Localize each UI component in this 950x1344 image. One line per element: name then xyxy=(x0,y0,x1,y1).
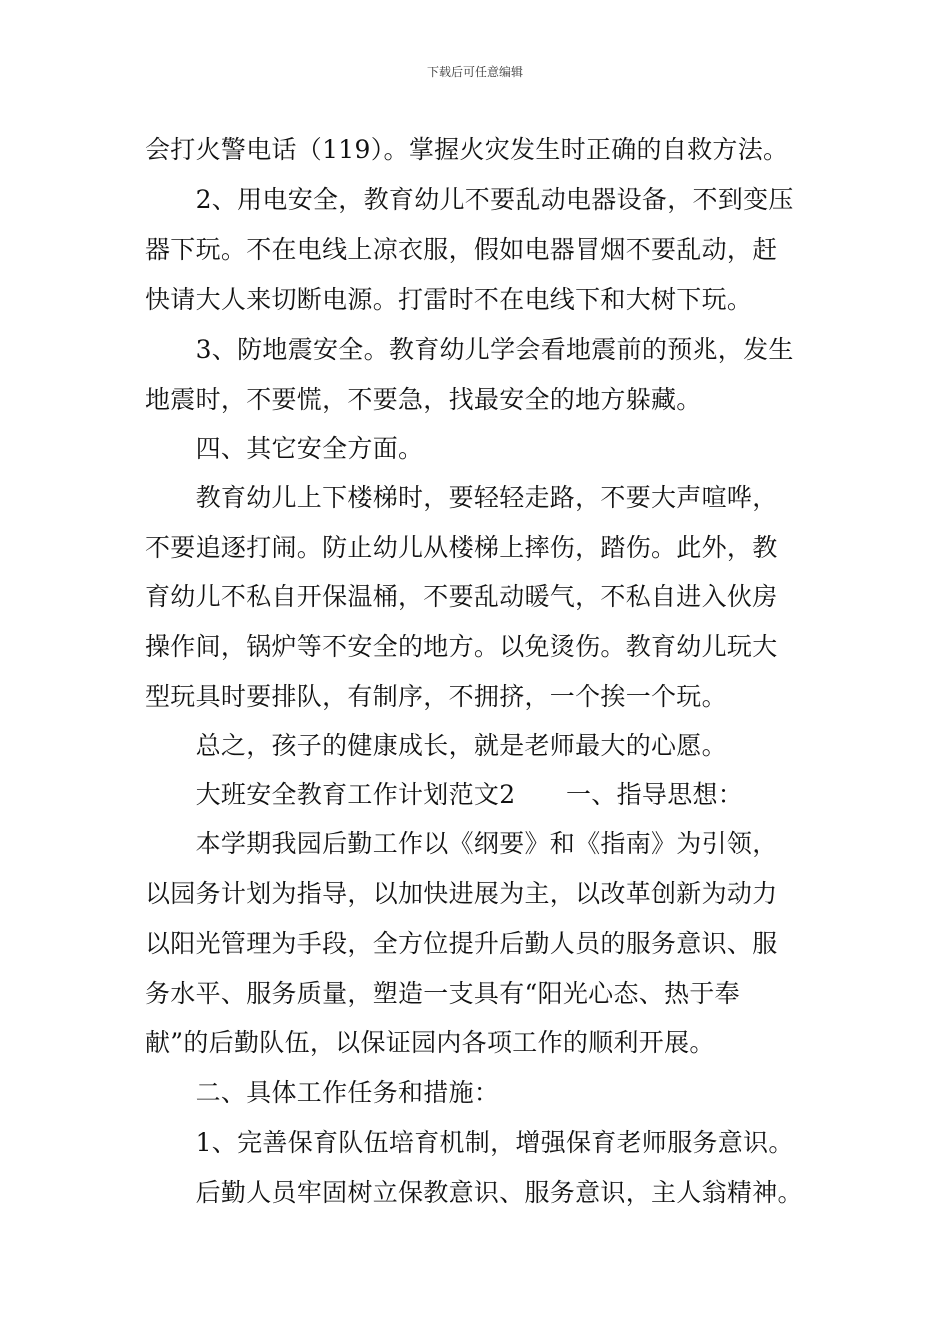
text-line: 快请大人来切断电源。打雷时不在电线下和大树下玩。 xyxy=(145,285,753,314)
text-line: 本学期我园后勤工作以《纲要》和《指南》为引领， xyxy=(145,829,778,858)
text-line: 献”的后勤队伍，以保证园内各项工作的顺利开展。 xyxy=(145,1028,715,1057)
text-line: 以园务计划为指导，以加快进展为主，以改革创新为动力 xyxy=(145,879,778,908)
text-line: 总之，孩子的健康成长，就是老师最大的心愿。 xyxy=(145,731,727,760)
text-line: 二、具体工作任务和措施： xyxy=(145,1078,500,1107)
text-line: 育幼儿不私自开保温桶，不要乱动暖气，不私自进入伙房 xyxy=(145,582,778,611)
text-line: 四、其它安全方面。 xyxy=(145,434,424,463)
text-line: 教育幼儿上下楼梯时，要轻轻走路，不要大声喧哗， xyxy=(145,483,778,512)
text-line: 型玩具时要排队，有制序，不拥挤，一个挨一个玩。 xyxy=(145,682,727,711)
page-header: 下载后可任意编辑 xyxy=(426,65,523,79)
text-line: 务水平、服务质量，塑造一支具有“阳光心态、热于奉 xyxy=(145,979,740,1008)
text-line: 1、完善保育队伍培育机制，增强保育老师服务意识。 xyxy=(145,1128,794,1157)
text-line: 3、防地震安全。教育幼儿学会看地震前的预兆，发生 xyxy=(145,335,794,364)
text-line: 器下玩。不在电线上凉衣服，假如电器冒烟不要乱动，赶 xyxy=(145,235,778,264)
text-line: 地震时，不要慌，不要急，找最安全的地方躲藏。 xyxy=(145,385,702,414)
text-line: 2、用电安全，教育幼儿不要乱动电器设备，不到变压 xyxy=(145,185,794,214)
text-line: 后勤人员牢固树立保教意识、服务意识，主人翁精神。 xyxy=(145,1178,803,1207)
text-line: 大班安全教育工作计划范文2 一、指导思想： xyxy=(145,780,744,809)
text-line: 会打火警电话（119）。掌握火灾发生时正确的自救方法。 xyxy=(145,135,789,164)
text-line: 以阳光管理为手段，全方位提升后勤人员的服务意识、服 xyxy=(145,929,778,958)
text-line: 不要追逐打闹。防止幼儿从楼梯上摔伤，踏伤。此外，教 xyxy=(145,533,778,562)
text-line: 操作间，锅炉等不安全的地方。以免烫伤。教育幼儿玩大 xyxy=(145,632,778,661)
